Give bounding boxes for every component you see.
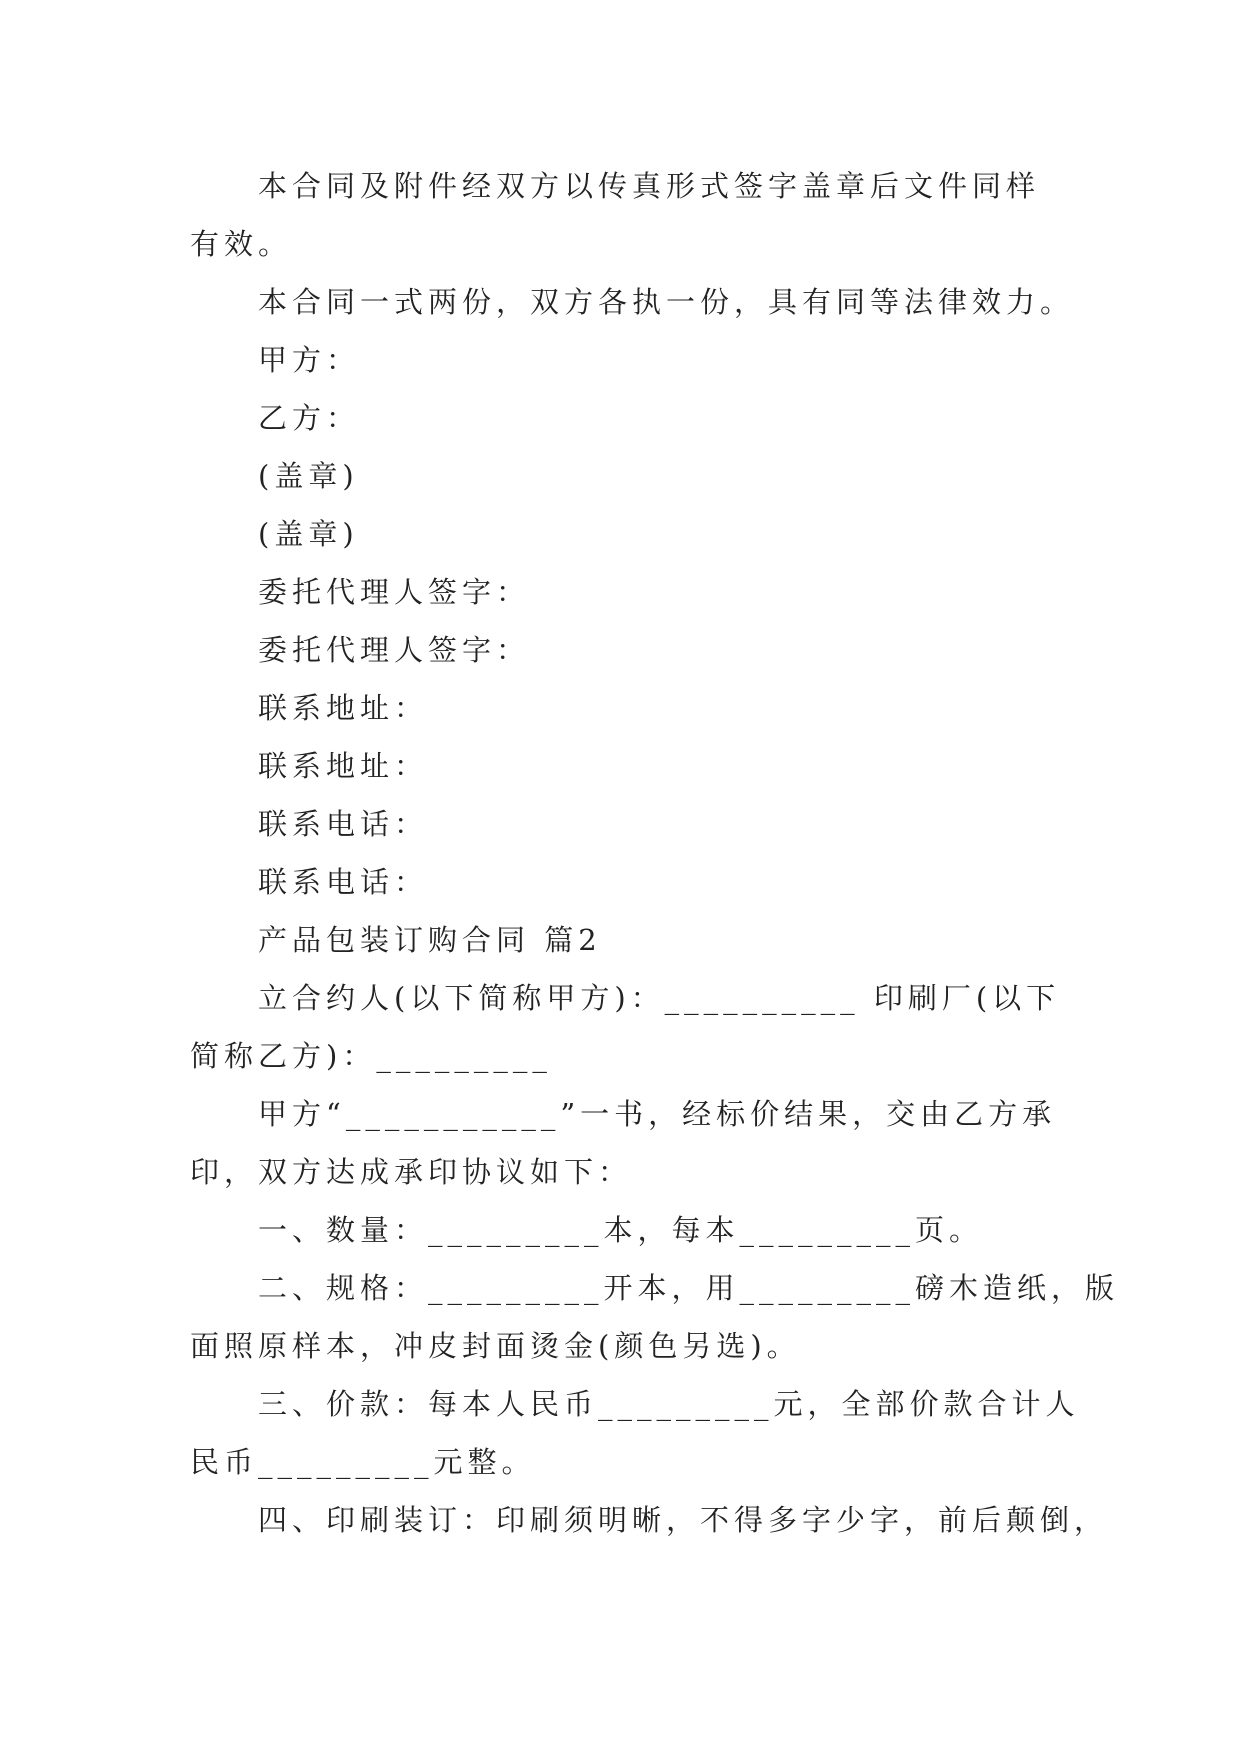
paragraph-line: 立合约人(以下简称甲方)：__________ 印刷厂(以下 [258, 981, 1061, 1015]
contact-phone-label: 联系电话： [258, 807, 429, 841]
paragraph-line: 本合同及附件经双方以传真形式签字盖章后文件同样 [258, 169, 1041, 203]
seal-label: (盖章) [258, 517, 359, 551]
clause-printing: 四、印刷装订：印刷须明晰，不得多字少字，前后颠倒， [258, 1503, 1109, 1537]
section-title: 产品包装订购合同 篇2 [258, 923, 602, 957]
seal-label: (盖章) [258, 459, 359, 493]
paragraph-line: 简称乙方)：_________ [190, 1039, 552, 1073]
paragraph-line: 民币_________元整。 [190, 1445, 536, 1479]
agent-signature-label: 委托代理人签字： [258, 633, 531, 667]
contact-address-label: 联系地址： [258, 691, 429, 725]
agent-signature-label: 委托代理人签字： [258, 575, 531, 609]
paragraph-line: 印，双方达成承印协议如下： [190, 1155, 633, 1189]
contact-phone-label: 联系电话： [258, 865, 429, 899]
paragraph-line: 有效。 [190, 227, 293, 261]
clause-specification: 二、规格：_________开本，用_________磅木造纸，版 [258, 1271, 1120, 1305]
contact-address-label: 联系地址： [258, 749, 429, 783]
paragraph-line: 面照原样本，冲皮封面烫金(颜色另选)。 [190, 1329, 801, 1363]
paragraph-line: 本合同一式两份，双方各执一份，具有同等法律效力。 [258, 285, 1075, 319]
paragraph-line: 甲方“___________”一书，经标价结果，交由乙方承 [258, 1097, 1057, 1131]
party-b-label: 乙方： [258, 401, 361, 435]
clause-quantity: 一、数量：_________本，每本_________页。 [258, 1213, 984, 1247]
clause-price: 三、价款：每本人民币_________元，全部价款合计人 [258, 1387, 1080, 1421]
party-a-label: 甲方： [258, 343, 361, 377]
